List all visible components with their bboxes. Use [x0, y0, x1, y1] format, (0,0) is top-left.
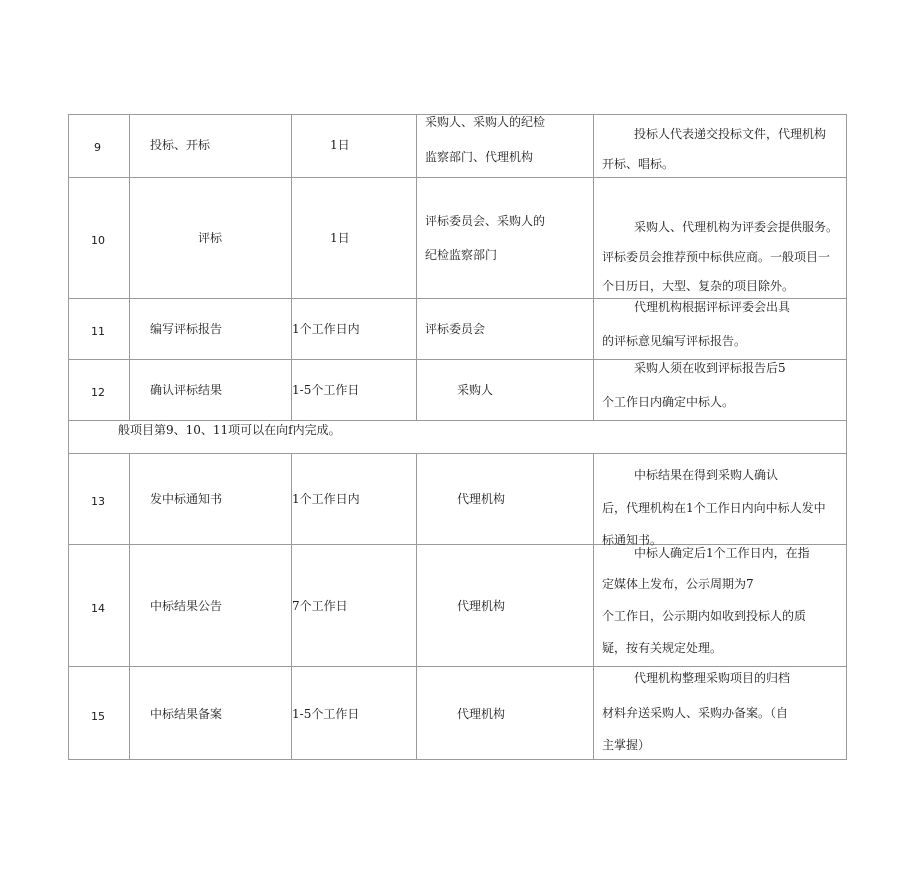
- step-description: 采购人、代理机构为评委会提供服务。: [634, 220, 839, 234]
- procurement-schedule-table: [68, 114, 847, 760]
- responsible-party: 纪检监察部门: [425, 248, 498, 262]
- time-limit: 1-5个工作日: [292, 707, 360, 721]
- step-description: 定媒体上发布，公示周期为7: [602, 577, 754, 591]
- row-number: 11: [91, 325, 105, 338]
- row-number: 9: [94, 141, 101, 154]
- time-limit: 1日: [330, 138, 350, 152]
- step-description: 代理机构整理采购项目的归档: [634, 671, 791, 685]
- responsible-party: 采购人: [457, 383, 494, 397]
- step-description: 主掌握）: [602, 738, 651, 752]
- step-name: 发中标通知书: [150, 492, 223, 506]
- table-note-row: [68, 420, 847, 453]
- step-description: 评标委员会推荐预中标供应商。一般项目一: [602, 250, 831, 264]
- table-border-bottom: [68, 759, 847, 760]
- row-number: 14: [91, 602, 105, 615]
- table-row: [68, 544, 847, 666]
- step-description: 后，代理机构在1个工作日内向中标人发中: [602, 501, 826, 515]
- step-description: 代理机构根据评标评委会出具: [634, 300, 791, 314]
- step-description: 个工作日内确定中标人。: [602, 395, 735, 409]
- row-number: 15: [91, 710, 105, 723]
- step-description: 材料弁送采购人、采购办备案。（自: [602, 706, 789, 720]
- row-number: 12: [91, 386, 105, 399]
- responsible-party: 评标委员会、采购人的: [425, 214, 546, 228]
- step-description: 开标、唱标。: [602, 157, 675, 171]
- time-limit: 7个工作日: [292, 599, 348, 613]
- time-limit: 1日: [330, 231, 350, 245]
- step-description: 疑，按有关规定处理。: [602, 641, 723, 655]
- time-limit: 1个工作日内: [292, 322, 360, 336]
- table-row: [68, 666, 847, 759]
- responsible-party: 代理机构: [457, 707, 506, 721]
- responsible-party: 采购人、采购人的纪检: [425, 115, 546, 129]
- step-name: 编写评标报告: [150, 322, 223, 336]
- responsible-party: 监察部门、代理机构: [425, 150, 534, 164]
- step-description: 个日历日，大型、复杂的项目除外。: [602, 279, 795, 293]
- step-description: 标通知书。: [602, 533, 663, 547]
- table-row: [68, 114, 847, 177]
- step-name: 确认评标结果: [150, 383, 223, 397]
- step-description: 中标结果在得到采购人确认: [634, 468, 779, 482]
- time-limit: 1-5个工作日: [292, 383, 360, 397]
- table-row: [68, 298, 847, 359]
- responsible-party: 代理机构: [457, 599, 506, 613]
- step-description: 投标人代表递交投标文件，代理机构: [634, 127, 827, 141]
- responsible-party: 评标委员会: [425, 322, 486, 336]
- row-number: 10: [91, 234, 105, 247]
- table-note: 般项目第9、10、11项可以在向f内完成。: [118, 423, 341, 437]
- step-description: 中标人确定后1个工作日内，在指: [634, 546, 810, 560]
- table-row: [68, 453, 847, 547]
- step-name: 中标结果公告: [150, 599, 223, 613]
- row-number: 13: [91, 495, 105, 508]
- table-row: [68, 359, 847, 420]
- step-name: 中标结果备案: [150, 707, 223, 721]
- step-description: 个工作日，公示期内如收到投标人的质: [602, 609, 807, 623]
- step-name: 投标、开标: [150, 138, 211, 152]
- step-description: 的评标意见编写评标报告。: [602, 334, 747, 348]
- step-description: 采购人须在收到评标报告后5: [634, 361, 786, 375]
- responsible-party: 代理机构: [457, 492, 506, 506]
- step-name: 评标: [198, 231, 223, 245]
- table-row: [68, 177, 847, 298]
- time-limit: 1个工作日内: [292, 492, 360, 506]
